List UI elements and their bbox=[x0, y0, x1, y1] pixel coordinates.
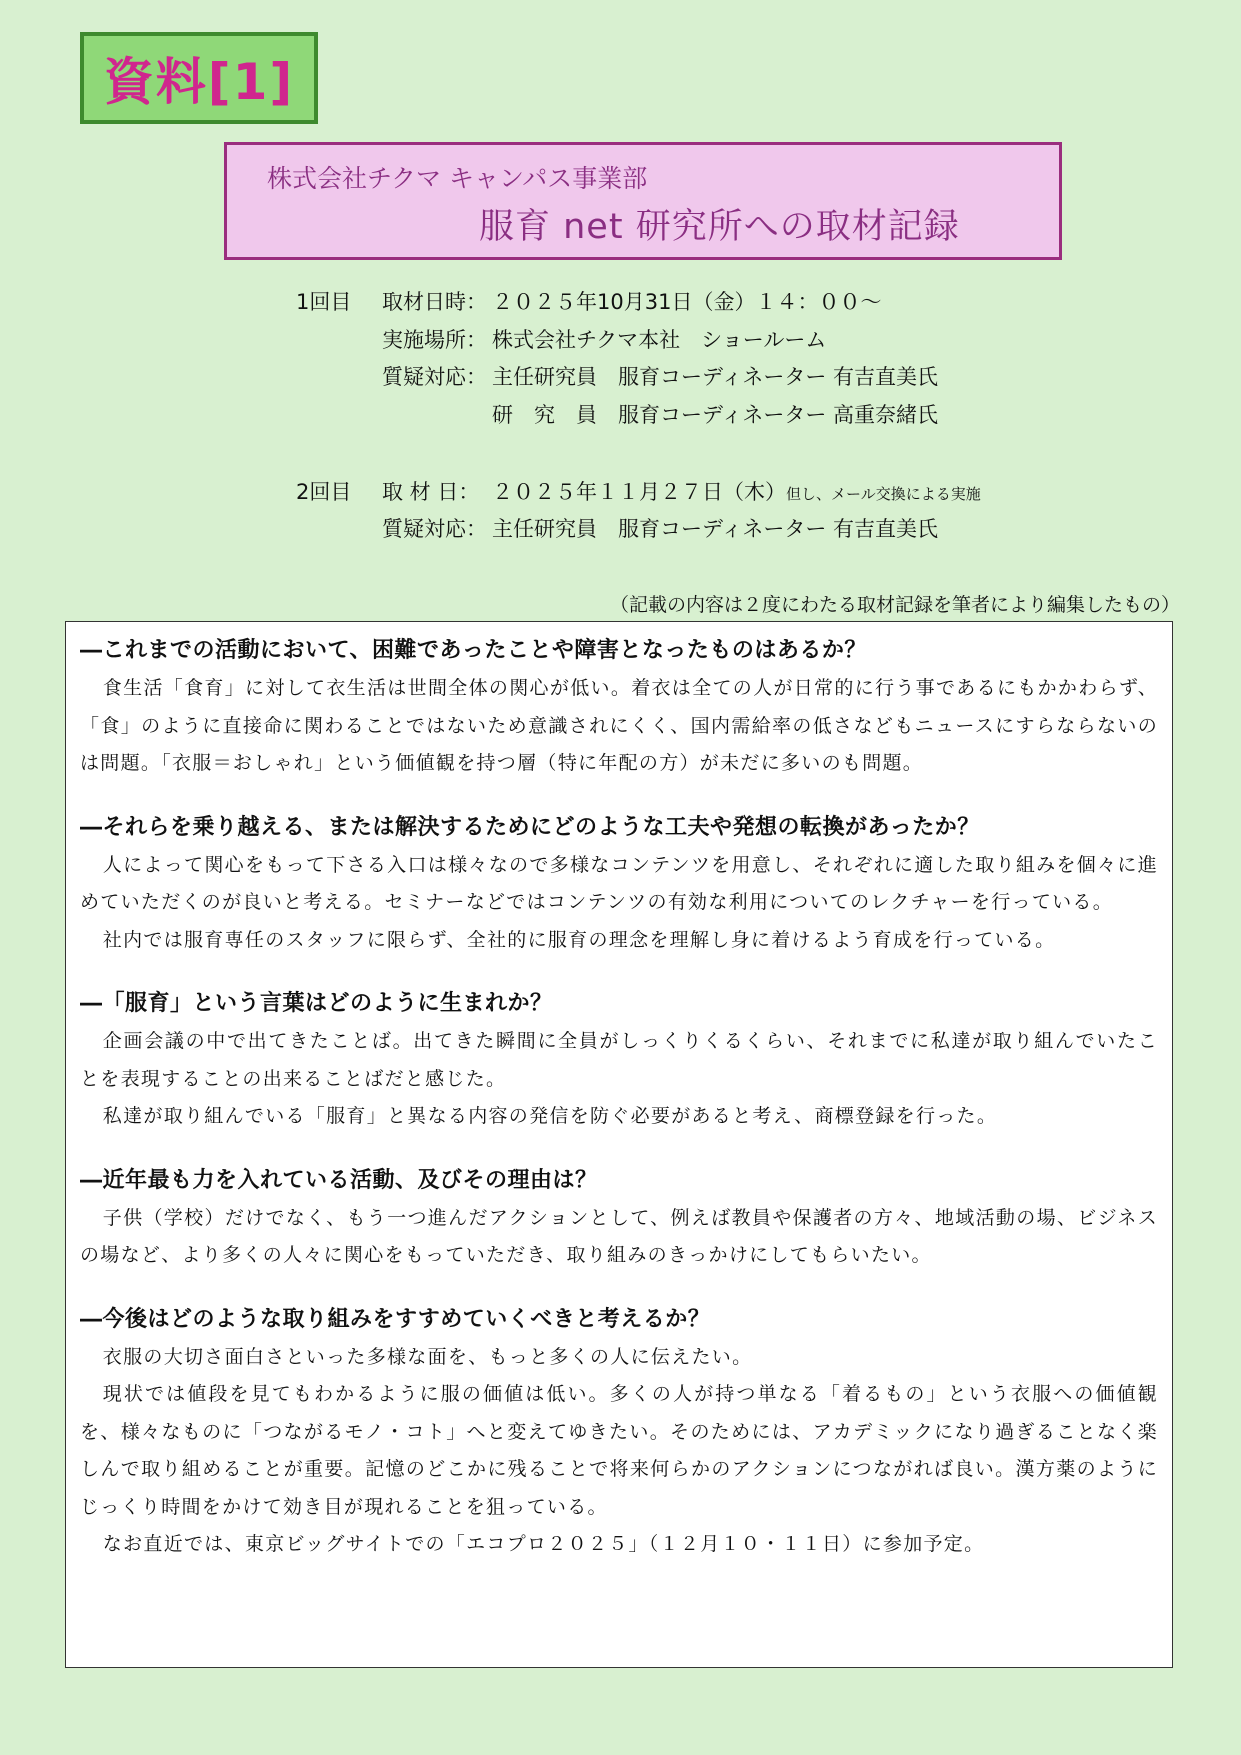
qa-question: ―それらを乗り越える、または解決するためにどのような工夫や発想の転換があったか？ bbox=[80, 814, 980, 840]
title-box bbox=[224, 142, 1062, 260]
session-value: 研 究 員 服育コーディネーター 高重奈緒氏 bbox=[492, 403, 938, 427]
session-round: 1回目 bbox=[296, 290, 352, 314]
qa-question: ―これまでの活動において、困難であったことや障害となったものはあるか？ bbox=[80, 638, 867, 663]
session-value: ２０２５年１１月２７日（木） bbox=[492, 480, 786, 504]
document-badge bbox=[80, 32, 318, 124]
session-label: 質疑対応： bbox=[382, 365, 487, 389]
qa-question: ―「服育」という言葉はどのように生まれか？ bbox=[80, 991, 553, 1016]
qa-answer: 衣服の大切さ面白さといった多様な面を、もっと多くの人に伝えたい。 bbox=[102, 1345, 753, 1368]
session-label: 取材日時： bbox=[382, 290, 487, 314]
qa-question: ―今後はどのような取り組みをすすめていくべきと考えるか？ bbox=[80, 1306, 711, 1332]
session-label: 実施場所： bbox=[382, 328, 487, 352]
qa-box bbox=[65, 621, 1173, 1668]
qa-answer: 現状では値段を見てもわかるように服の価値は低い。多くの人が持つ単なる「着るもの」という衣服への価値観を、様々なものに「つながるモノ・コト」へと変えてゆきたい。そのためには、アカデミックになり過ぎることなく楽しんで取り組めることが重要。記憶のどこかに残ることで将来何らかのアクションにつながれば良い。漢方薬のようにじっくり時間をかけて効き目が現れることを狙っている。 bbox=[80, 1383, 1158, 1518]
edit-note: （記載の内容は２度にわたる取材記録を筆者により編集したもの） bbox=[610, 594, 1181, 616]
session-value: ２０２５年10月31日（金）１４：００～ bbox=[492, 290, 882, 314]
qa-item bbox=[80, 1301, 1158, 1564]
session-note: 但し、メール交換による実施 bbox=[786, 485, 981, 503]
session-value: 主任研究員 服育コーディネーター 有吉直美氏 bbox=[492, 365, 938, 389]
session-value-with-note bbox=[492, 479, 981, 507]
qa-item bbox=[80, 985, 1158, 1136]
session-value: 主任研究員 服育コーディネーター 有吉直美氏 bbox=[492, 517, 938, 541]
qa-answer: なお直近では、東京ビッグサイトでの「エコプロ２０２５」（１２月１０・１１日）に参加予定。 bbox=[102, 1533, 985, 1555]
document-title: 服育 net 研究所への取材記録 bbox=[479, 207, 960, 247]
qa-answer: 私達が取り組んでいる「服育」と異なる内容の発信を防ぐ必要があると考え、商標登録を行った。 bbox=[102, 1105, 998, 1127]
qa-item bbox=[80, 632, 1158, 783]
qa-answer: 社内では服育専任のスタッフに限らず、全社的に服育の理念を理解し身に着けるよう育成を行っている。 bbox=[102, 928, 1056, 951]
qa-answer: 人によって関心をもって下さる入口は様々なので多様なコンテンツを用意し、それぞれに適した取り組みを個々に進めていただくのが良いと考える。セミナーなどではコンテンツの有効な利用についてのレクチャーを行っている。 bbox=[80, 853, 1158, 913]
session-label: 質疑対応： bbox=[382, 517, 487, 541]
company-name: 株式会社チクマ キャンパス事業部 bbox=[267, 164, 648, 193]
qa-item bbox=[80, 809, 1158, 960]
qa-answer: 企画会議の中で出てきたことば。出てきた瞬間に全員がしっくりくるくらい、それまでに私達が取り組んでいたことを表現することの出来ることばだと感じた。 bbox=[80, 1030, 1158, 1090]
badge-label: 資料[1] bbox=[103, 53, 295, 111]
session-round: 2回目 bbox=[296, 480, 352, 504]
qa-item bbox=[80, 1162, 1158, 1275]
session-label: 取 材 日： bbox=[382, 480, 480, 504]
session-value: 株式会社チクマ本社 ショールーム bbox=[492, 328, 827, 352]
qa-answer: 子供（学校）だけでなく、もう一つ進んだアクションとして、例えば教員や保護者の方々、地域活動の場、ビジネスの場など、より多くの人々に関心をもっていただき、取り組みのきっかけにしてもらいたい。 bbox=[80, 1206, 1158, 1266]
qa-answer: 食生活「食育」に対して衣生活は世間全体の関心が低い。着衣は全ての人が日常的に行う事であるにもかかわらず、「食」のように直接命に関わることではないため意識されにくく、国内需給率の低さなどもニュースにすらならないのは問題。「衣服＝おしゃれ」という価値観を持つ層（特に年配の方）が未だに多いのも問題。 bbox=[80, 677, 1158, 774]
qa-question: ―近年最も力を入れている活動、及びその理由は？ bbox=[80, 1167, 598, 1193]
